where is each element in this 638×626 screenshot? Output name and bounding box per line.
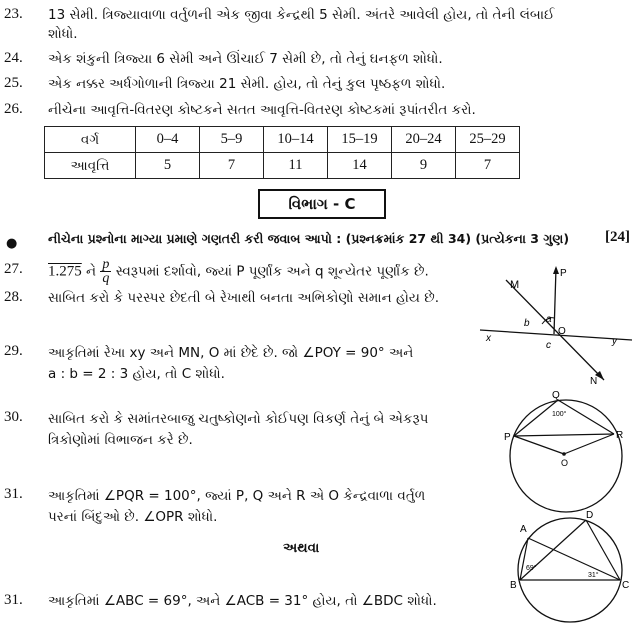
question-28-text: સાબિત કરો કે પરસ્પર છેદતી બે રેખાથી બનતા અભિકોણો સમાન હોય છે. <box>48 290 439 306</box>
bullet-icon: ● <box>6 236 18 251</box>
table-cell: 25–29 <box>456 127 520 153</box>
question-number: 24. <box>4 50 23 66</box>
question-31-line1: આકૃતિમાં ∠PQR = 100°, જ્યાં P, Q અને R એ O કેન્દ્રવાળા વર્તુળ <box>48 488 426 504</box>
table-cell: 5 <box>136 153 200 179</box>
question-number: 29. <box>4 343 23 359</box>
label-x: x <box>486 333 491 344</box>
label-y: y <box>612 336 617 347</box>
table-row-label: આવૃત્તિ <box>45 153 136 179</box>
label-a: a <box>546 314 552 325</box>
segment-pr <box>514 434 614 436</box>
label-c: c <box>546 340 551 351</box>
label-o: O <box>558 326 566 337</box>
table-cell: 10–14 <box>264 127 328 153</box>
label-m: M <box>510 279 520 291</box>
table-cell: 14 <box>328 153 392 179</box>
table-cell: 11 <box>264 153 328 179</box>
question-23-text <box>48 6 554 44</box>
table-cell: 7 <box>200 153 264 179</box>
label-n: N <box>590 376 598 387</box>
question-number: 30. <box>4 409 23 425</box>
question-29-line2: a : b = 2 : 3 હોય, તો C શોધો. <box>48 366 225 382</box>
question-27-text <box>48 258 429 285</box>
question-29-line1: આકૃતિમાં રેખા xy અને MN, O માં છેદે છે. જો ∠POY = 90° અને <box>48 345 414 361</box>
question-31-line2: પરનાં બિંદુઓ છે. ∠OPR શોધો. <box>48 509 218 525</box>
label-angle-69: 69° <box>526 565 537 572</box>
question-number: 23. <box>4 6 23 22</box>
label-d: D <box>586 510 594 521</box>
or-label: અથવા <box>283 540 320 556</box>
arrow-icon <box>553 266 559 274</box>
label-b: B <box>510 580 517 591</box>
question-number: 28. <box>4 289 23 305</box>
table-cell: 5–9 <box>200 127 264 153</box>
table-row <box>45 153 520 179</box>
question-31-text <box>48 486 425 528</box>
question-number: 31. <box>4 592 23 608</box>
question-31-alt-text: આકૃતિમાં ∠ABC = 69°, અને ∠ACB = 31° હોય, તો ∠BDC શોધો. <box>48 593 437 609</box>
question-number: 25. <box>4 75 23 91</box>
fraction-denominator: q <box>102 271 110 286</box>
frequency-table <box>44 126 520 179</box>
question-27-pre: ને <box>86 263 97 280</box>
segment-po <box>514 436 564 454</box>
question-30-line1: સાબિત કરો કે સમાંતરબાજુ ચતુષ્કોણનો કોઈપણ વિકર્ણ તેનું બે એકરૂપ <box>48 411 429 427</box>
label-c: C <box>622 580 630 591</box>
segment-ac <box>528 538 620 580</box>
label-p: P <box>560 268 567 279</box>
marks-label: [24] <box>605 229 630 245</box>
question-number: 31. <box>4 486 23 502</box>
label-angle-31: 31° <box>588 572 599 579</box>
label-p: P <box>504 432 511 443</box>
table-cell: 7 <box>456 153 520 179</box>
question-24-text: એક શંકુની ત્રિજ્યા 6 સેમી અને ઊંચાઈ 7 સેમી છે, તો તેનું ઘનફળ શોધો. <box>48 51 443 67</box>
question-30-text <box>48 409 428 451</box>
label-angle-100: 100° <box>552 411 567 418</box>
label-q: Q <box>552 390 560 401</box>
section-heading: વિભાગ - C <box>258 189 386 219</box>
question-29-text <box>48 343 413 385</box>
question-25-text: એક નક્કર અર્ધગોળાની ત્રિજ્યા 21 સેમી. હોય, તો તેનું કુલ પૃષ્ઠફળ શોધો. <box>48 76 446 92</box>
label-a: A <box>520 524 527 535</box>
question-23-line2: શોધો. <box>48 26 78 42</box>
table-cell: 9 <box>392 153 456 179</box>
table-cell: 15–19 <box>328 127 392 153</box>
ray-op <box>554 268 556 334</box>
table-row <box>45 127 520 153</box>
table-row-label: વર્ગ <box>45 127 136 153</box>
label-o: O <box>561 458 569 468</box>
circle-pqr-figure <box>502 388 632 518</box>
label-b: b <box>524 318 530 329</box>
question-26-text: નીચેના આવૃત્તિ-વિતરણ કોષ્ટકને સતત આવૃત્તિ-વિતરણ કોષ્ટકમાં રૂપાંતરીત કરો. <box>48 102 476 118</box>
repeating-decimal: 1.275 <box>48 263 82 280</box>
intersecting-lines-figure <box>472 262 636 392</box>
instruction-text: નીચેના પ્રશ્નોના માગ્યા પ્રમાણે ગણતરી કરી જવાબ આપો : (પ્રશ્નક્રમાંક 27 થી 34) (પ્રત્યેકના 3 ગુણ) <box>48 231 570 246</box>
fraction-numerator: p <box>102 257 110 272</box>
question-number: 27. <box>4 261 23 277</box>
question-27-post: સ્વરૂપમાં દર્શાવો, જ્યાં P પૂર્ણાંક અને q શૂન્યેતર પૂર્ણાંક છે. <box>115 263 429 280</box>
fraction-p-over-q <box>100 258 111 285</box>
question-30-line2: ત્રિકોણોમાં વિભાજન કરે છે. <box>48 432 193 448</box>
label-r: R <box>616 430 624 441</box>
segment-pq <box>514 400 558 436</box>
table-cell: 0–4 <box>136 127 200 153</box>
table-cell: 20–24 <box>392 127 456 153</box>
circle-abcd-figure <box>506 508 634 626</box>
segment-or <box>564 434 614 454</box>
question-23-line1: 13 સેમી. ત્રિજ્યાવાળા વર્તુળની એક જીવા કેન્દ્રથી 5 સેમી. અંતરે આવેલી હોય, તો તેની લંબાઈ <box>48 7 555 23</box>
center-point <box>562 452 566 456</box>
question-number: 26. <box>4 101 23 117</box>
